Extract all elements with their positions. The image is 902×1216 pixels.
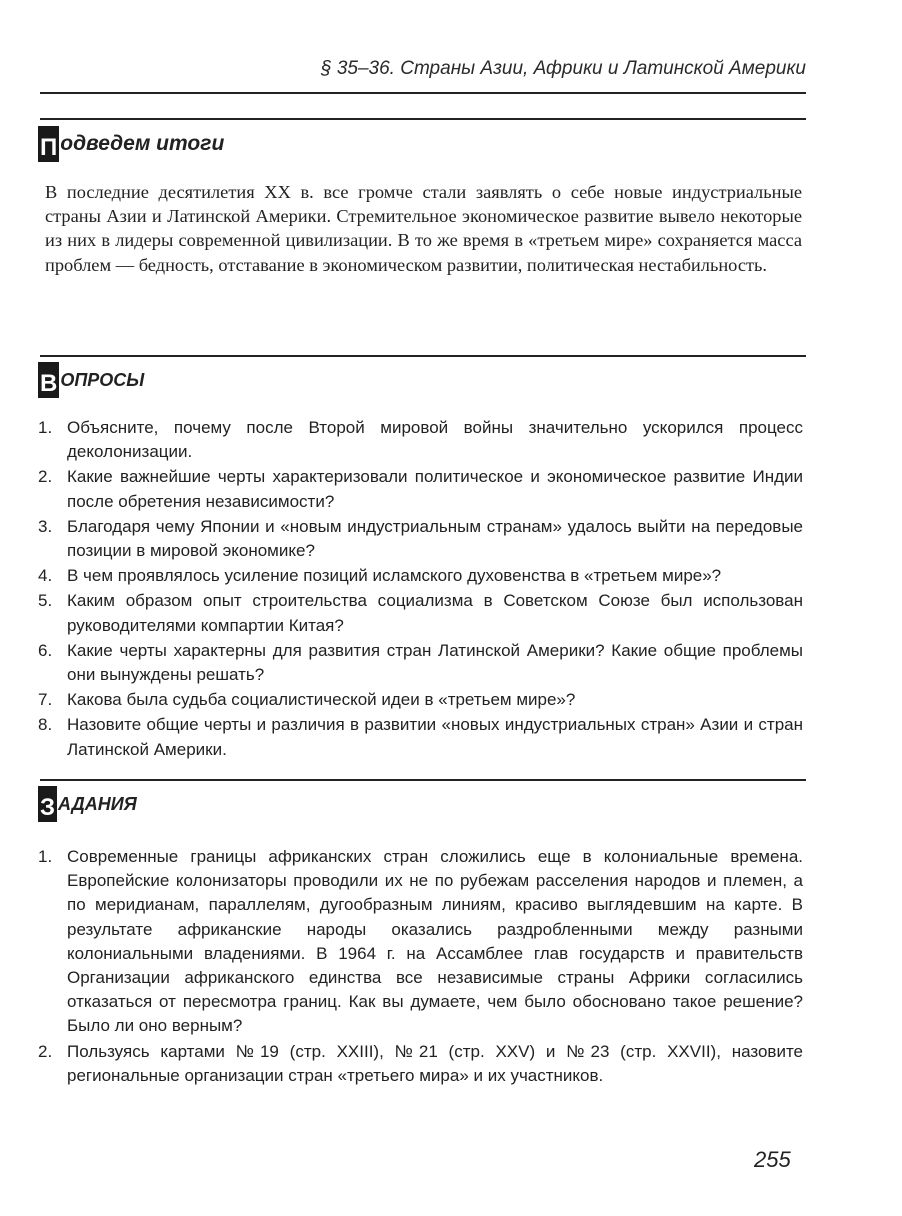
item-number: 2. — [38, 1041, 53, 1061]
item-number: 3. — [38, 516, 53, 536]
item-number: 4. — [38, 566, 53, 586]
list-item — [38, 713, 803, 761]
title-initial: З — [38, 786, 57, 822]
title-initial: В — [38, 362, 59, 398]
item-text: Назовите общие черты и различия в развитии «новых индустриальных стран» Азии и стран Латинской Америки. — [67, 715, 803, 759]
list-item — [38, 1040, 803, 1088]
title-initial: П — [38, 126, 59, 162]
list-item — [38, 688, 803, 712]
running-header: § 35–36. Страны Азии, Африки и Латинской Америки — [320, 58, 806, 79]
item-text: Благодаря чему Японии и «новым индустриальным странам» удалось выйти на передовые позиции в мировой экономике? — [67, 516, 803, 561]
item-number: 1. — [38, 847, 53, 866]
item-text: Какова была судьба социалистической идеи в «третьем мире»? — [67, 690, 576, 710]
item-text: Пользуясь картами №19 (стр. XXIII), №21 (стр. XXV) и №23 (стр. XXVII), назовите региональные организации стран «третьего мира» и их участников. — [67, 1041, 803, 1085]
header-rule — [40, 92, 806, 94]
section-rule — [40, 779, 806, 781]
questions-list — [38, 416, 803, 763]
section-title-questions — [38, 362, 144, 398]
item-text: Каким образом опыт строительства социализма в Советском Союзе был использован руководителями компартии Китая? — [67, 591, 803, 635]
list-item — [38, 465, 803, 513]
item-number: 6. — [38, 640, 53, 660]
summary-paragraph: В последние десятилетия XX в. все громче стали заявлять о себе новые индустриальные страны Азии и Латинской Америки. Стремительное экономическое развитие вывело некоторые из них в лидеры современной цивилизации. В то же время в «третьем мире» сохраняется масса проблем — бедность, отставание в экономическом развитии, политическая нестабильность. — [45, 182, 802, 275]
item-text: Объясните, почему после Второй мировой войны значительно ускорился процесс деколонизации. — [67, 418, 803, 462]
item-text: Какие важнейшие черты характеризовали политическое и экономическое развитие Индии после обретения независимости? — [67, 467, 803, 511]
section-rule — [40, 355, 806, 357]
list-item — [38, 416, 803, 464]
section-title-summary — [38, 126, 224, 162]
item-number: 2. — [38, 467, 53, 487]
item-number: 7. — [38, 690, 53, 710]
title-text: ОПРОСЫ — [60, 369, 145, 390]
section-title-tasks — [38, 786, 137, 822]
list-item — [38, 515, 803, 563]
item-number: 5. — [38, 591, 53, 611]
tasks-list — [38, 845, 803, 1089]
item-text: Какие черты характерны для развития стран Латинской Америки? Какие общие проблемы они вынуждены решать? — [67, 640, 803, 685]
list-item — [38, 845, 803, 1039]
list-item — [38, 639, 803, 687]
list-item — [38, 589, 803, 637]
title-text: АДАНИЯ — [58, 793, 137, 814]
item-text: Современные границы африканских стран сложились еще в колониальные времена. Европейские колонизаторы проводили их не по рубежам расселения народов и племен, а по меридианам, параллелям, дугообразным линиям, красиво выглядевшим на карте. В результате африканские народы оказались раздробленными между разными колониальными владениями. В 1964 г. на Ассамблее глав государств и правительств Организации африканского единства все независимые страны Африки согласились отказаться от пересмотра границ. Как вы думаете, чем было обосновано такое решение? Было ли оно верным? — [67, 847, 803, 1036]
page-number: 255 — [754, 1147, 791, 1172]
list-item — [38, 564, 803, 588]
item-number: 1. — [38, 418, 53, 437]
item-text: В чем проявлялось усиление позиций исламского духовенства в «третьем мире»? — [67, 566, 722, 586]
section-rule — [40, 118, 806, 120]
item-number: 8. — [38, 715, 53, 735]
title-text: одведем итоги — [60, 132, 225, 155]
